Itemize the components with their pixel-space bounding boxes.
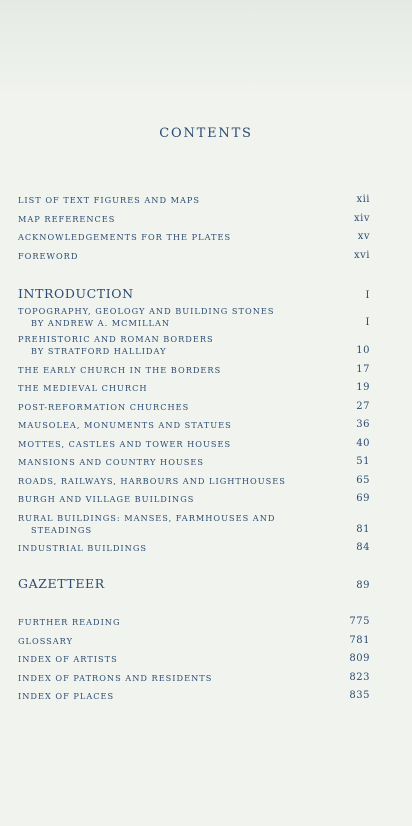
toc-entry-title: INDEX OF PLACES [18,691,115,701]
contents-heading: CONTENTS [159,126,253,141]
toc-entry-acknowledgements [18,231,370,243]
toc-entry-title: PREHISTORIC AND ROMAN BORDERS [18,334,214,344]
toc-entry-medieval-church [18,382,370,394]
toc-page-number: 51 [356,456,370,467]
toc-entry-topography [18,305,370,329]
back-matter-list [18,616,370,702]
toc-page-number: 84 [356,542,370,553]
toc-entry-foreword [18,250,370,262]
toc-section-title: INTRODUCTION [18,285,134,301]
toc-page-number: 17 [356,363,370,375]
toc-entry-title: FURTHER READING [18,617,121,627]
toc-entry-mottes [18,438,370,450]
toc-entry-post-reformation [18,401,370,413]
toc-page-number: xii [356,194,370,205]
toc-page-number: 40 [356,437,370,449]
toc-entry-mansions [18,456,370,468]
toc-entry-title: MANSIONS AND COUNTRY HOUSES [18,457,205,467]
toc-entry-mausolea [18,419,370,431]
toc-entry-map-references [18,213,370,225]
toc-entry-rural [18,512,370,536]
toc-entry-title: ACKNOWLEDGEMENTS FOR THE PLATES [18,232,232,242]
toc-entry-burgh [18,493,370,505]
toc-page-number: 36 [356,419,370,430]
toc-page-number: 27 [356,400,370,412]
toc-page-number: 89 [356,580,370,591]
toc-entry-index-patrons [18,672,370,684]
toc-entry-title: BURGH AND VILLAGE BUILDINGS [18,494,195,504]
toc-page-number: xiv [354,212,370,224]
toc-entry-title: MOTTES, CASTLES AND TOWER HOUSES [18,438,232,449]
toc-section-title: GAZETTEER [18,576,105,591]
toc-entry-index-places [18,690,370,702]
toc-entry-early-church [18,364,370,376]
table-of-contents [18,194,370,702]
toc-section-gazetteer [18,576,370,592]
toc-page-number: 10 [356,345,370,356]
toc-entry-title: INDUSTRIAL BUILDINGS [18,543,147,553]
toc-page-number: I [365,316,370,328]
toc-entry-title: LIST OF TEXT FIGURES AND MAPS [18,195,201,205]
toc-entry-title: MAUSOLEA, MONUMENTS AND STATUES [18,420,232,430]
toc-page-number: 775 [349,616,370,627]
toc-entry-title-continued: STEADINGS [31,524,93,535]
toc-page-number: xv [357,231,370,242]
toc-entry-title: THE EARLY CHURCH IN THE BORDERS [18,364,222,375]
toc-page-number: 835 [349,690,370,701]
toc-entry-author: BY ANDREW A. MCMILLAN [31,317,171,328]
toc-entry-roads [18,475,370,487]
toc-entry-title: THE MEDIEVAL CHURCH [18,383,148,393]
toc-entry-industrial [18,542,370,554]
toc-entry-title: MAP REFERENCES [18,213,116,224]
toc-entry-title: POST-REFORMATION CHURCHES [18,401,190,412]
toc-entry-title: INDEX OF ARTISTS [18,654,118,664]
toc-entry-title: ROADS, RAILWAYS, HARBOURS AND LIGHTHOUSES [18,475,286,486]
toc-page-number: 19 [356,382,370,393]
toc-entry-further-reading [18,616,370,628]
front-matter-list [18,194,370,262]
toc-entry-title: INDEX OF PATRONS AND RESIDENTS [18,672,213,683]
toc-entry-prehistoric [18,333,370,357]
toc-page-number: 65 [356,474,370,486]
toc-page-number: 809 [349,653,370,664]
toc-entry-title: FOREWORD [18,250,79,261]
toc-entry-title: RURAL BUILDINGS: MANSES, FARMHOUSES AND [18,512,276,523]
toc-entry-title: TOPOGRAPHY, GEOLOGY AND BUILDING STONES [18,305,275,316]
introduction-entries [18,305,370,555]
toc-entry-index-artists [18,653,370,665]
toc-page-number: 69 [356,493,370,504]
toc-entry-author: BY STRATFORD HALLIDAY [31,346,167,356]
toc-page-number: 81 [356,523,370,535]
toc-page-number: I [365,289,370,301]
toc-section-introduction [18,286,370,302]
toc-entry-title: GLOSSARY [18,635,73,646]
toc-entry-figures [18,194,370,206]
toc-page-number: 781 [349,634,370,646]
toc-entry-glossary [18,635,370,647]
toc-page-number: 823 [349,671,370,683]
toc-page-number: xvi [354,249,370,261]
